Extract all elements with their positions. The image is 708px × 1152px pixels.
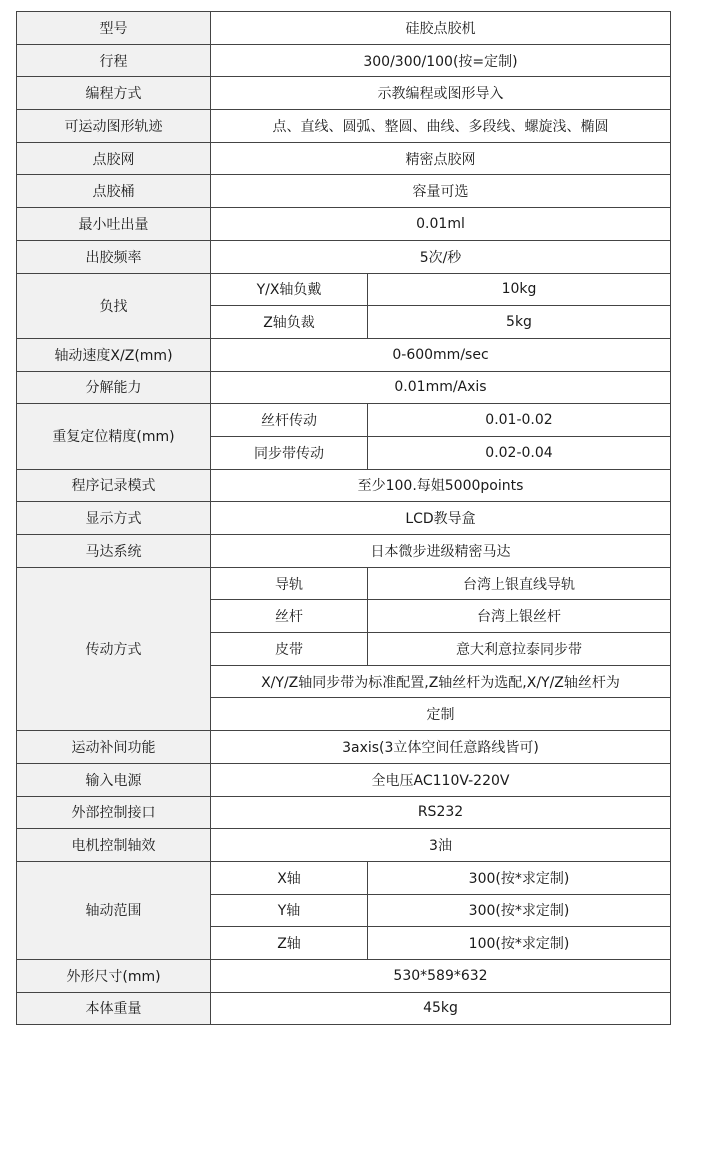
row-transmission-1	[17, 567, 671, 600]
trajectory-label: 可运动图形轨迹	[17, 110, 211, 143]
load-label: 负找	[17, 273, 211, 338]
weight-label: 本体重量	[17, 992, 211, 1025]
axis-range-item-value: 300(按*求定制)	[368, 894, 671, 927]
row-model	[17, 12, 671, 45]
row-axis-speed	[17, 338, 671, 371]
transmission-item-value: 台湾上银丝杆	[368, 600, 671, 633]
transmission-label: 传动方式	[17, 567, 211, 730]
repeatability-item-name: 同步带传动	[211, 436, 368, 469]
axis-speed-value: 0-600mm/sec	[211, 338, 671, 371]
row-axis-range-1	[17, 861, 671, 894]
dimensions-label: 外形尺寸(mm)	[17, 959, 211, 992]
row-interpolation	[17, 731, 671, 764]
repeatability-item-value: 0.01-0.02	[368, 404, 671, 437]
axis-range-item-name: Z轴	[211, 927, 368, 960]
transmission-item-name: 皮带	[211, 633, 368, 666]
barrel-label: 点胶桶	[17, 175, 211, 208]
model-value: 硅胶点胶机	[211, 12, 671, 45]
trajectory-value: 点、直线、圆弧、整圆、曲线、多段线、螺旋浅、椭圆	[211, 110, 671, 143]
row-load-1	[17, 273, 671, 306]
row-barrel	[17, 175, 671, 208]
row-resolution	[17, 371, 671, 404]
axis-range-item-value: 100(按*求定制)	[368, 927, 671, 960]
motor-label: 马达系统	[17, 535, 211, 568]
row-frequency	[17, 240, 671, 273]
frequency-label: 出胶频率	[17, 240, 211, 273]
transmission-note-line2: 定制	[211, 698, 671, 731]
min-output-label: 最小吐出量	[17, 208, 211, 241]
stroke-label: 行程	[17, 44, 211, 77]
row-interface	[17, 796, 671, 829]
interpolation-label: 运动补间功能	[17, 731, 211, 764]
transmission-item-name: 导轨	[211, 567, 368, 600]
program-record-value: 至少100.每姐5000points	[211, 469, 671, 502]
load-item-value: 10kg	[368, 273, 671, 306]
display-value: LCD教导盒	[211, 502, 671, 535]
row-nozzle	[17, 142, 671, 175]
row-power	[17, 763, 671, 796]
programming-label: 编程方式	[17, 77, 211, 110]
transmission-note-line1: X/Y/Z轴同步带为标准配置,Z轴丝杆为选配,X/Y/Z轴丝杆为	[211, 665, 671, 698]
dimensions-value: 530*589*632	[211, 959, 671, 992]
programming-value: 示教编程或图形导入	[211, 77, 671, 110]
axis-range-label: 轴动范围	[17, 861, 211, 959]
repeatability-label: 重复定位精度(mm)	[17, 404, 211, 469]
load-item-value: 5kg	[368, 306, 671, 339]
power-value: 全电压AC110V-220V	[211, 763, 671, 796]
axis-range-item-value: 300(按*求定制)	[368, 861, 671, 894]
model-label: 型号	[17, 12, 211, 45]
program-record-label: 程序记录模式	[17, 469, 211, 502]
row-display	[17, 502, 671, 535]
row-stroke	[17, 44, 671, 77]
resolution-value: 0.01mm/Axis	[211, 371, 671, 404]
row-motor	[17, 535, 671, 568]
transmission-item-name: 丝杆	[211, 600, 368, 633]
row-trajectory	[17, 110, 671, 143]
axis-range-item-name: X轴	[211, 861, 368, 894]
min-output-value: 0.01ml	[211, 208, 671, 241]
repeatability-item-value: 0.02-0.04	[368, 436, 671, 469]
axes-count-label: 电机控制轴效	[17, 829, 211, 862]
transmission-item-value: 意大利意拉泰同步带	[368, 633, 671, 666]
axis-speed-label: 轴动速度X/Z(mm)	[17, 338, 211, 371]
row-weight	[17, 992, 671, 1025]
stroke-value: 300/300/100(按=定制)	[211, 44, 671, 77]
interface-label: 外部控制接口	[17, 796, 211, 829]
row-dimensions	[17, 959, 671, 992]
row-min-output	[17, 208, 671, 241]
weight-value: 45kg	[211, 992, 671, 1025]
load-item-name: Z轴负裁	[211, 306, 368, 339]
transmission-item-value: 台湾上银直线导轨	[368, 567, 671, 600]
interface-value: RS232	[211, 796, 671, 829]
row-axes-count	[17, 829, 671, 862]
display-label: 显示方式	[17, 502, 211, 535]
spec-table	[16, 11, 671, 1025]
nozzle-value: 精密点胶网	[211, 142, 671, 175]
interpolation-value: 3axis(3立体空间任意路线皆可)	[211, 731, 671, 764]
nozzle-label: 点胶网	[17, 142, 211, 175]
row-program-record	[17, 469, 671, 502]
row-repeatability-1	[17, 404, 671, 437]
power-label: 输入电源	[17, 763, 211, 796]
motor-value: 日本微步进级精密马达	[211, 535, 671, 568]
axis-range-item-name: Y轴	[211, 894, 368, 927]
resolution-label: 分解能力	[17, 371, 211, 404]
frequency-value: 5次/秒	[211, 240, 671, 273]
load-item-name: Y/X轴负戴	[211, 273, 368, 306]
repeatability-item-name: 丝杆传动	[211, 404, 368, 437]
axes-count-value: 3油	[211, 829, 671, 862]
barrel-value: 容量可选	[211, 175, 671, 208]
row-programming	[17, 77, 671, 110]
